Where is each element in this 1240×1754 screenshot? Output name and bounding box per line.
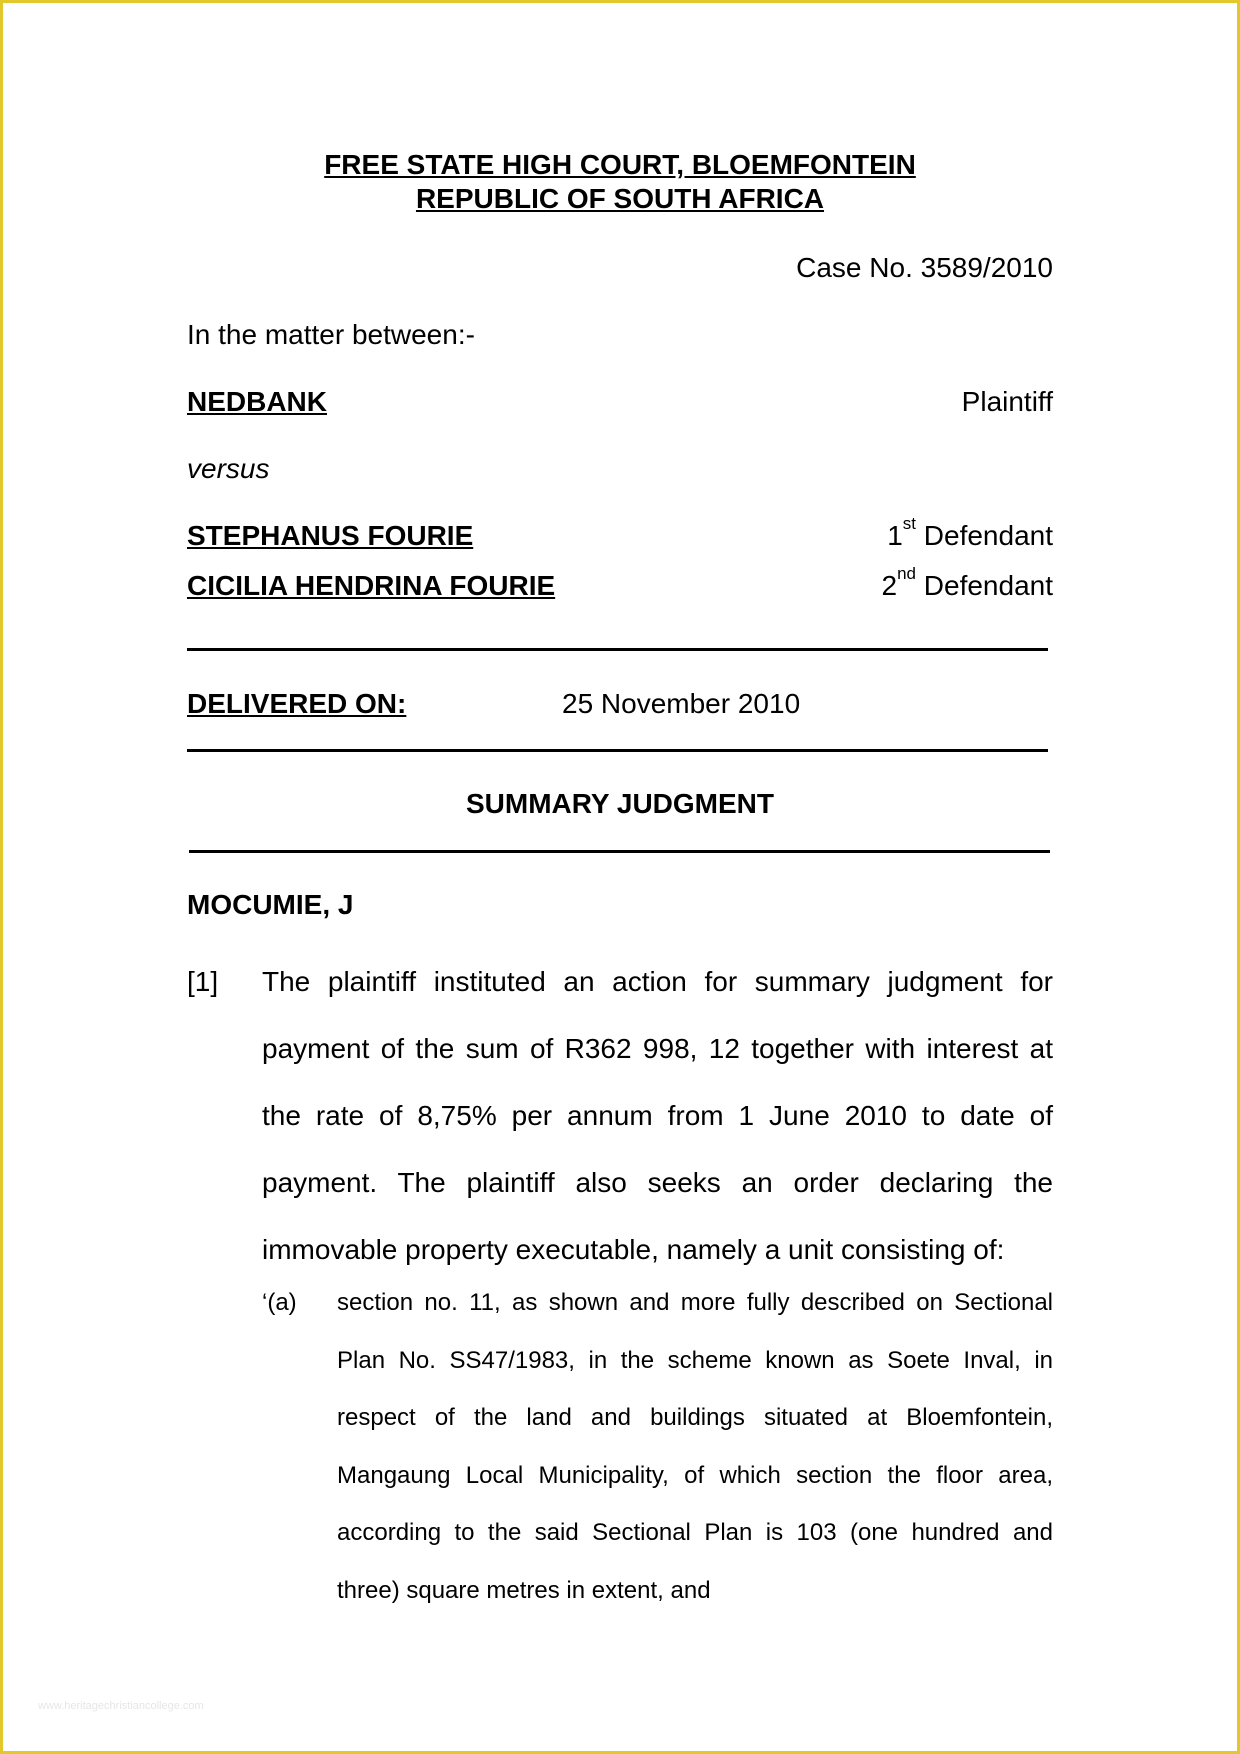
defendant-1-name: STEPHANUS FOURIE bbox=[187, 520, 474, 551]
judge-name: MOCUMIE, J bbox=[187, 889, 354, 920]
paragraph-number: [1] bbox=[187, 966, 219, 997]
case-number: Case No. 3589/2010 bbox=[796, 252, 1053, 283]
plaintiff-name: NEDBANK bbox=[187, 386, 327, 417]
watermark-text: www.heritagechristiancollege.com bbox=[38, 1700, 204, 1712]
plaintiff-role: Plaintiff bbox=[961, 386, 1053, 417]
defendant-2-role: 2nd Defendant bbox=[881, 564, 1053, 601]
defendant-1-role: 1st Defendant bbox=[887, 514, 1053, 551]
defendant-2-name: CICILIA HENDRINA FOURIE bbox=[187, 570, 556, 601]
quote-item-label: ‘(a) bbox=[262, 1289, 297, 1316]
delivered-date: 25 November 2010 bbox=[562, 688, 801, 719]
document-title: SUMMARY JUDGMENT bbox=[465, 788, 774, 819]
delivered-label: DELIVERED ON: bbox=[187, 688, 407, 719]
court-name: FREE STATE HIGH COURT, BLOEMFONTEIN bbox=[324, 149, 916, 180]
paragraph-text: The plaintiff instituted an action for summary judgment for payment of the sum of R362 998, 12 together with interest at the rate of 8,75% per annum from 1 June 2010 to date of payment. The plaintiff also seeks an order declaring the immovable property executable, namely a unit consisting of: bbox=[262, 966, 1053, 1265]
divider-rule bbox=[189, 850, 1050, 853]
court-header bbox=[0, 148, 1240, 216]
divider-rule bbox=[187, 749, 1048, 752]
divider-rule bbox=[187, 648, 1048, 651]
quote-item-text: section no. 11, as shown and more fully described on Sectional Plan No. SS47/1983, in the scheme known as Soete Inval, in respect of the land and buildings situated at Bloemfontein, Mangaung Local Municipality, of which section the floor area, according to the said Sectional Plan is 103 (one hundred and three) square metres in extent, and bbox=[337, 1289, 1053, 1604]
versus-label: versus bbox=[187, 453, 270, 484]
matter-between: In the matter between:- bbox=[187, 319, 475, 350]
country-name: REPUBLIC OF SOUTH AFRICA bbox=[415, 183, 825, 214]
